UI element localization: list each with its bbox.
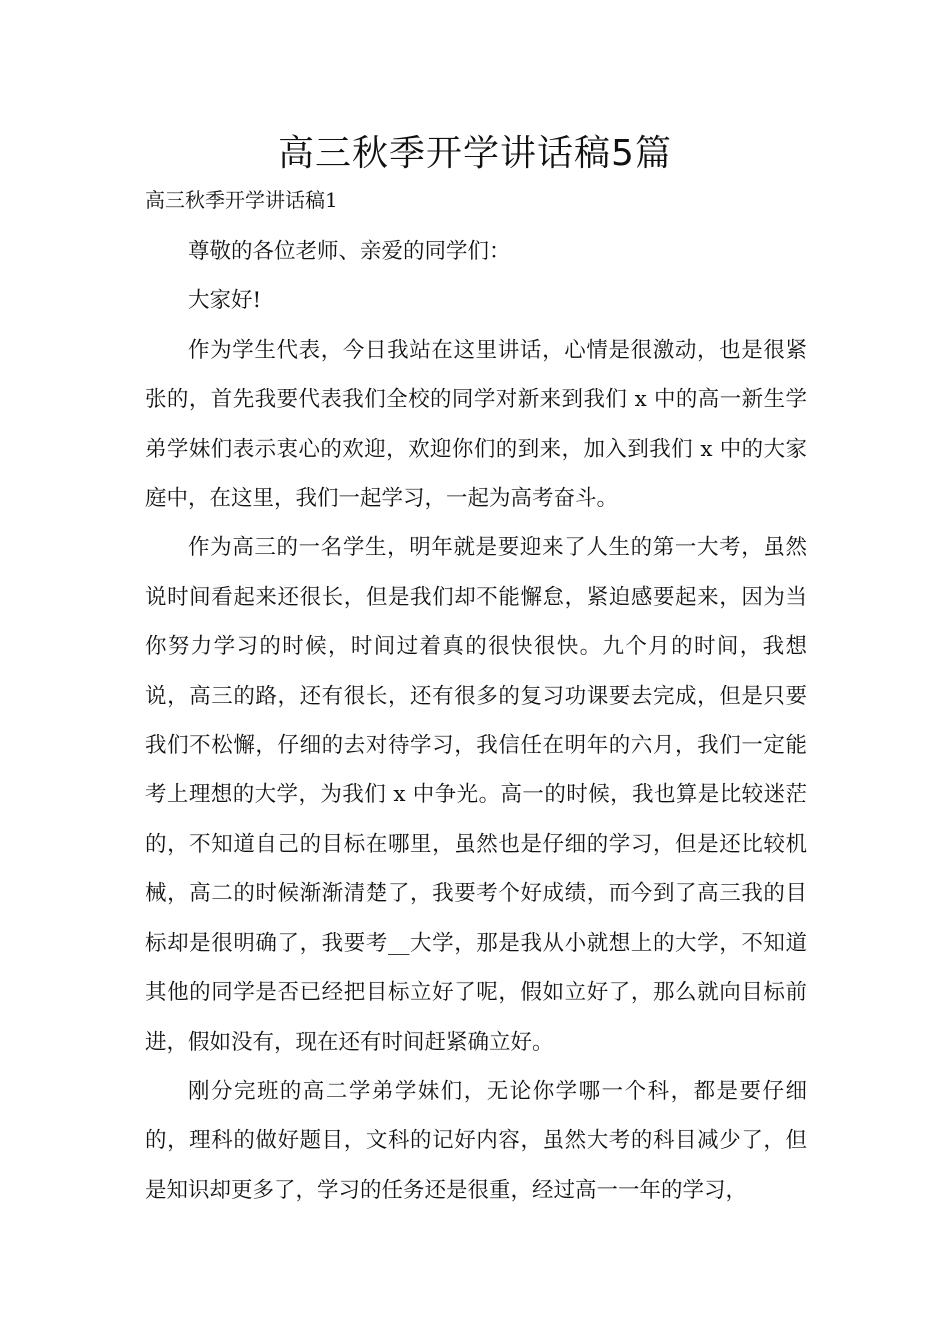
document-body <box>145 227 807 1215</box>
paragraph: 刚分完班的高二学弟学妹们，无论你学哪一个科，都是要仔细的，理科的做好题目，文科的记好内容，虽然大考的科目减少了，但是知识却更多了，学习的任务还是很重，经过高一一年的学习， <box>145 1078 807 1203</box>
document-title: 高三秋季开学讲话稿5篇 <box>278 133 672 174</box>
paragraph: 作为学生代表，今日我站在这里讲话，心情是很激动，也是很紧张的，首先我要代表我们全校的同学对新来到我们 x 中的高一新生学弟学妹们表示衷心的欢迎，欢迎你们的到来，加入到我们 x 中的大家庭中，在这里，我们一起学习，一起为高考奋斗。 <box>145 337 807 512</box>
paragraph: 作为高三的一名学生，明年就是要迎来了人生的第一大考，虽然说时间看起来还很长，但是我们却不能懈怠，紧迫感要起来，因为当你努力学习的时候，时间过着真的很快很快。九个月的时间，我想说，高三的路，还有很长，还有很多的复习功课要去完成，但是只要我们不松懈，仔细的去对待学习，我信任在明年的六月，我们一定能考上理想的大学，为我们 x 中争光。高一的时候，我也算是比较迷茫的，不知道自己的目标在哪里，虽然也是仔细的学习，但是还比较机械，高二的时候渐渐清楚了，我要考个好成绩，而今到了高三我的目标却是很明确了，我要考__大学，那是我从小就想上的大学，不知道其他的同学是否已经把目标立好了呢，假如立好了，那么就向目标前进，假如没有，现在还有时间赶紧确立好。 <box>145 535 807 1055</box>
section-heading: 高三秋季开学讲话稿1 <box>145 188 338 212</box>
paragraph-greeting: 大家好! <box>188 288 262 314</box>
paragraph-salutation: 尊敬的各位老师、亲爱的同学们： <box>188 239 511 264</box>
